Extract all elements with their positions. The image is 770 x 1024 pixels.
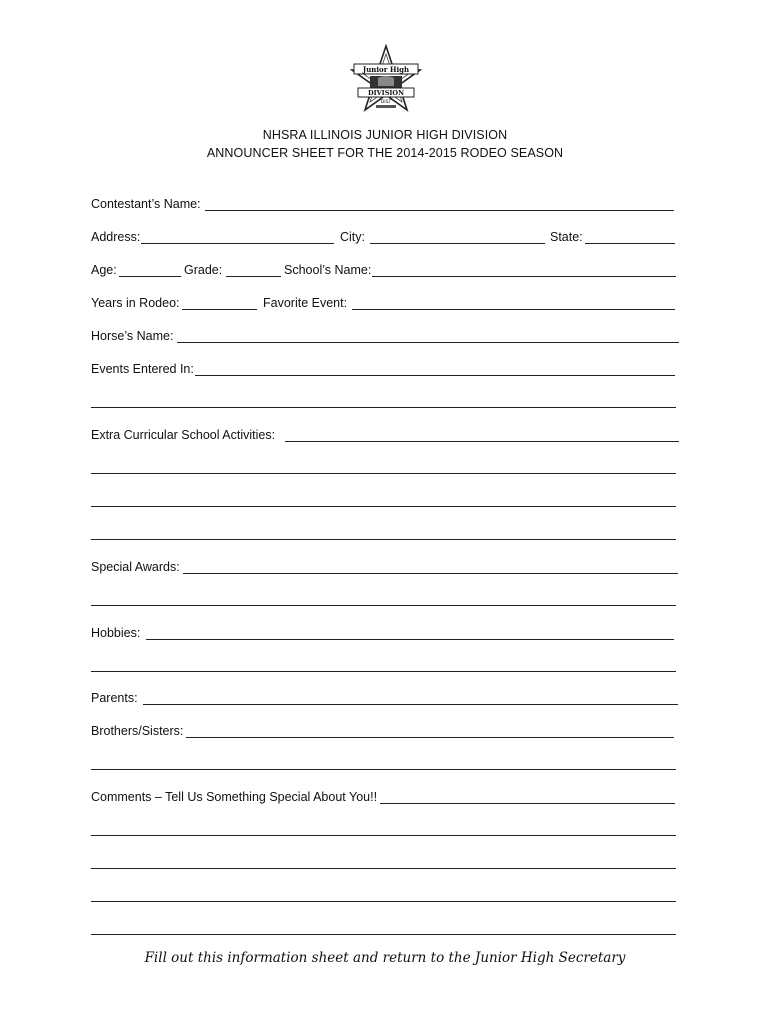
events-entered-label: Events Entered In: (91, 362, 194, 376)
parents-field[interactable] (143, 704, 678, 705)
grade-label: Grade: (184, 263, 223, 277)
years-favorite-row (91, 295, 681, 313)
state-label: State: (550, 230, 583, 244)
special-awards-row (91, 559, 681, 577)
form-title-line2: ANNOUNCER SHEET FOR THE 2014-2015 RODEO SEASON (206, 146, 564, 160)
years-in-rodeo-field[interactable] (182, 309, 257, 310)
extra-curricular-label: Extra Curricular School Activities: (91, 428, 276, 442)
extra-curricular-field[interactable] (285, 441, 679, 442)
horse-name-row (91, 328, 681, 346)
extra-curricular-line-3[interactable] (91, 506, 676, 507)
comments-row (91, 789, 681, 807)
horse-name-field[interactable] (177, 342, 679, 343)
age-label: Age: (91, 263, 117, 277)
comments-field[interactable] (380, 803, 675, 804)
address-row (91, 229, 681, 247)
parents-row (91, 690, 681, 708)
special-awards-line-2[interactable] (91, 605, 676, 606)
special-awards-field[interactable] (183, 573, 678, 574)
parents-label: Parents: (91, 691, 138, 705)
favorite-event-field[interactable] (352, 309, 675, 310)
grade-field[interactable] (226, 276, 281, 277)
logo-division-text: DIVISION (367, 89, 405, 97)
contestant-name-label: Contestant’s Name: (91, 197, 201, 211)
brothers-sisters-field[interactable] (186, 737, 674, 738)
horse-name-label: Horse’s Name: (91, 329, 174, 343)
contestant-name-field[interactable] (205, 210, 674, 211)
extra-curricular-line-4[interactable] (91, 539, 676, 540)
hobbies-field[interactable] (146, 639, 674, 640)
hobbies-label: Hobbies: (91, 626, 141, 640)
address-field[interactable] (141, 243, 334, 244)
favorite-event-label: Favorite Event: (263, 296, 348, 310)
years-in-rodeo-label: Years in Rodeo: (91, 296, 180, 310)
school-name-label: School’s Name: (284, 263, 372, 277)
comments-line-5[interactable] (91, 934, 676, 935)
logo-banner-text: Junior High (362, 65, 410, 74)
logo-dist-text: DIST (380, 100, 392, 105)
junior-high-division-star-logo (348, 44, 424, 116)
comments-label: Comments – Tell Us Something Special About You!! (91, 790, 378, 804)
address-label: Address: (91, 230, 141, 244)
extra-curricular-line-2[interactable] (91, 473, 676, 474)
brothers-sisters-row (91, 723, 681, 741)
contestant-name-row (91, 196, 681, 214)
state-field[interactable] (585, 243, 675, 244)
city-label: City: (340, 230, 365, 244)
hobbies-row (91, 625, 681, 643)
hobbies-line-2[interactable] (91, 671, 676, 672)
comments-line-4[interactable] (91, 901, 676, 902)
comments-line-3[interactable] (91, 868, 676, 869)
age-field[interactable] (119, 276, 181, 277)
return-instruction: Fill out this information sheet and return to the Junior High Secretary (144, 950, 626, 966)
brothers-sisters-line-2[interactable] (91, 769, 676, 770)
city-field[interactable] (370, 243, 545, 244)
events-entered-extra-line[interactable] (91, 407, 676, 408)
comments-line-2[interactable] (91, 835, 676, 836)
school-name-field[interactable] (372, 276, 676, 277)
special-awards-label: Special Awards: (91, 560, 180, 574)
events-entered-field[interactable] (195, 375, 675, 376)
age-grade-school-row (91, 262, 681, 280)
extra-curricular-row (91, 427, 681, 445)
events-entered-row (91, 361, 681, 379)
brothers-sisters-label: Brothers/Sisters: (91, 724, 184, 738)
form-title-line1: NHSRA ILLINOIS JUNIOR HIGH DIVISION (262, 128, 508, 142)
